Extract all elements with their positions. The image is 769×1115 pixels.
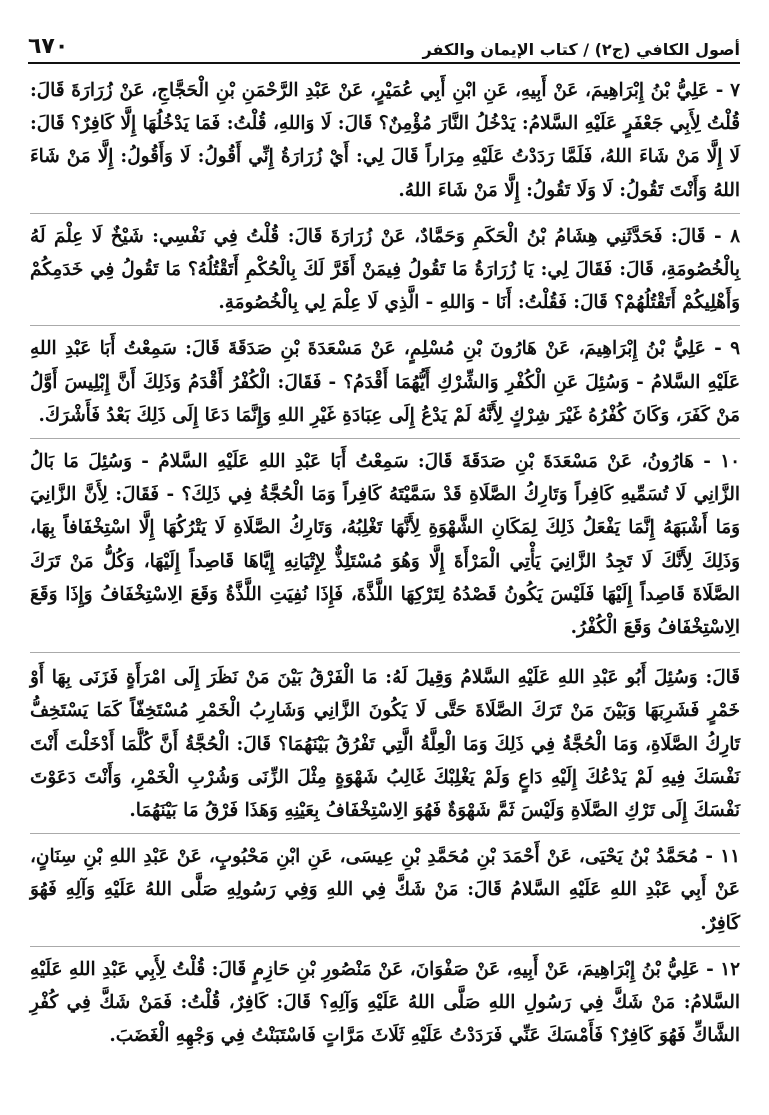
paragraph-divider: [30, 213, 740, 214]
document-body: [30, 74, 740, 1052]
paragraph-divider: [30, 438, 740, 439]
hadith-12: ١٢ - عَلِيُّ بْنُ إِبْرَاهِيمَ، عَنْ أَبِيهِ، عَنْ صَفْوَانَ، عَنْ مَنْصُورِ بْنِ حَازِمٍ قَالَ: قُلْتُ لِأَبِي عَبْدِ اللهِ عَلَيْهِ السَّلامُ: مَنْ شَكَّ فِي رَسُولِ اللهِ صَلَّى اللهُ عَلَيْهِ وَآلِهِ؟ قَالَ: كَافِرٌ، قُلْتُ: فَمَنْ شَكَّ فِي كُفْرِ الشَّاكِّ فَهُوَ كَافِرٌ؟ فَأَمْسَكَ عَنِّي فَرَدَدْتُ عَلَيْهِ ثَلَاثَ مَرَّاتٍ فَاسْتَبَنْتُ فِي وَجْهِهِ الْغَضَبَ.: [30, 958, 740, 1047]
paragraph-divider: [30, 652, 740, 653]
header-divider: [28, 62, 740, 64]
hadith-10-continued: قَالَ: وَسُئِلَ أَبُو عَبْدِ اللهِ عَلَيْهِ السَّلامُ وَقِيلَ لَهُ: مَا الْفَرْقُ بَيْنَ مَنْ نَظَرَ إِلَى امْرَأَةٍ فَزَنَى بِهَا أَوْ خَمْرٍ فَشَرِبَهَا وَبَيْنَ مَنْ تَرَكَ الصَّلَاةَ حَتَّى لَا يَكُونَ الزَّانِي وَشَارِبُ الْخَمْرِ مُسْتَخِفّاً كَمَا يَسْتَخِفُّ تَارِكُ الصَّلَاةِ، وَمَا الْحُجَّةُ فِي ذَلِكَ وَمَا الْعِلَّةُ الَّتِي تَفْرُقُ بَيْنَهُمَا؟ قَالَ: الْحُجَّةُ أَنَّ كُلَّمَا أَدْخَلْتَ أَنْتَ نَفْسَكَ فِيهِ لَمْ يَدْعُكَ إِلَيْهِ دَاعٍ وَلَمْ يَغْلِبْكَ غَالِبُ شَهْوَةٍ مِثْلَ الزِّنَى وَشُرْبِ الْخَمْرِ، وَأَنْتَ دَعَوْتَ نَفْسَكَ إِلَى تَرْكِ الصَّلَاةِ وَلَيْسَ ثَمَّ شَهْوَةٌ فَهُوَ الِاسْتِخْفَافُ بِعَيْنِهِ وَهَذَا فَرْقُ مَا بَيْنَهُمَا.: [30, 667, 740, 822]
paragraph-divider: [30, 946, 740, 947]
hadith-10: ١٠ - هَارُونُ، عَنْ مَسْعَدَةَ بْنِ صَدَقَةَ قَالَ: سَمِعْتُ أَبَا عَبْدِ اللهِ عَلَيْهِ السَّلامُ - وَسُئِلَ مَا بَالُ الزَّانِي لَا تُسَمِّيهِ كَافِراً وَتَارِكُ الصَّلَاةِ قَدْ سَمَّيْتَهُ كَافِراً وَمَا الْحُجَّةُ فِي ذَلِكَ؟ - فَقَالَ: لِأَنَّ الزَّانِيَ وَمَا أَشْبَهَهُ إِنَّمَا يَفْعَلُ ذَلِكَ لِمَكَانِ الشَّهْوَةِ لِأَنَّهَا تَغْلِبُهُ، وَتَارِكُ الصَّلَاةِ لَا يَتْرُكُهَا إِلَّا اسْتِخْفَافاً بِهَا، وَذَلِكَ لِأَنَّكَ لَا تَجِدُ الزَّانِيَ يَأْتِي الْمَرْأَةَ إِلَّا وَهُوَ مُسْتَلِذٌّ لِإِتْيَانِهِ إِيَّاهَا قَاصِداً إِلَيْهَا، وَكُلُّ مَنْ تَرَكَ الصَّلَاةَ قَاصِداً إِلَيْهَا فَلَيْسَ يَكُونُ قَصْدُهُ لِتَرْكِهَا اللَّذَّةَ، فَإِذَا نُفِيَتِ اللَّذَّةُ وَقَعَ الِاسْتِخْفَافُ وَإِذَا وَقَعَ الِاسْتِخْفَافُ وَقَعَ الْكُفْرُ.: [30, 451, 740, 639]
paragraph-divider: [30, 325, 740, 326]
hadith-9: ٩ - عَلِيُّ بْنُ إِبْرَاهِيمَ، عَنْ هَارُونَ بْنِ مُسْلِمٍ، عَنْ مَسْعَدَةَ بْنِ صَدَقَةَ قَالَ: سَمِعْتُ أَبَا عَبْدِ اللهِ عَلَيْهِ السَّلامُ - وَسُئِلَ عَنِ الْكُفْرِ وَالشِّرْكِ أَيُّهُمَا أَقْدَمُ؟ - فَقَالَ: الْكُفْرُ أَقْدَمُ وَذَلِكَ أَنَّ إِبْلِيسَ أَوَّلُ مَنْ كَفَرَ، وَكَانَ كُفْرُهُ غَيْرَ شِرْكٍ لِأَنَّهُ لَمْ يَدْعُ إِلَى عِبَادَةِ غَيْرِ اللهِ وَإِنَّمَا دَعَا إِلَى ذَلِكَ بَعْدُ فَأَشْرَكَ.: [30, 338, 740, 426]
page-number: ٦٧٠: [28, 34, 69, 59]
hadith-11: ١١ - مُحَمَّدُ بْنُ يَحْيَى، عَنْ أَحْمَدَ بْنِ مُحَمَّدِ بْنِ عِيسَى، عَنِ ابْنِ مَحْبُوبٍ، عَنْ عَبْدِ اللهِ بْنِ سِنَانٍ، عَنْ أَبِي عَبْدِ اللهِ عَلَيْهِ السَّلامُ قَالَ: مَنْ شَكَّ فِي اللهِ وَفِي رَسُولِهِ صَلَّى اللهُ عَلَيْهِ وَآلِهِ فَهُوَ كَافِرٌ.: [30, 846, 740, 934]
running-title: أصول الكافي (ج٢) / كتاب الإيمان والكفر: [422, 40, 740, 59]
hadith-7: ٧ - عَلِيُّ بْنُ إِبْرَاهِيمَ، عَنْ أَبِيهِ، عَنِ ابْنِ أَبِي عُمَيْرٍ، عَنْ عَبْدِ الرَّحْمَنِ بْنِ الْحَجَّاجِ، عَنْ زُرَارَةَ قَالَ: قُلْتُ لِأَبِي جَعْفَرٍ عَلَيْهِ السَّلامُ: يَدْخُلُ النَّارَ مُؤْمِنٌ؟ قَالَ: لَا وَاللهِ، قُلْتُ: فَمَا يَدْخُلُهَا إِلَّا كَافِرٌ؟ قَالَ: لَا إِلَّا مَنْ شَاءَ اللهُ، فَلَمَّا رَدَدْتُ عَلَيْهِ مِرَاراً قَالَ لِي: أَيْ زُرَارَةُ إِنِّي أَقُولُ: لَا وَأَقُولُ: إِلَّا مَنْ شَاءَ اللهُ وَأَنْتَ تَقُولُ: لَا وَلَا تَقُولُ: إِلَّا مَنْ شَاءَ اللهُ.: [30, 80, 740, 201]
page-header: [28, 24, 740, 58]
paragraph-divider: [30, 833, 740, 834]
hadith-8: ٨ - قَالَ: فَحَدَّثَنِي هِشَامُ بْنُ الْحَكَمِ وَحَمَّادٌ، عَنْ زُرَارَةَ قَالَ: قُلْتُ فِي نَفْسِي: شَيْخٌ لَا عِلْمَ لَهُ بِالْخُصُومَةِ، قَالَ: فَقَالَ لِي: يَا زُرَارَةُ مَا تَقُولُ فِيمَنْ أَقَرَّ لَكَ بِالْحُكْمِ أَتَقْتُلُهُ؟ مَا تَقُولُ فِي خَدَمِكُمْ وَأَهْلِيكُمْ أَتَقْتُلُهُمْ؟ قَالَ: فَقُلْتُ: أَنَا - وَاللهِ - الَّذِي لَا عِلْمَ لِي بِالْخُصُومَةِ.: [30, 225, 740, 314]
